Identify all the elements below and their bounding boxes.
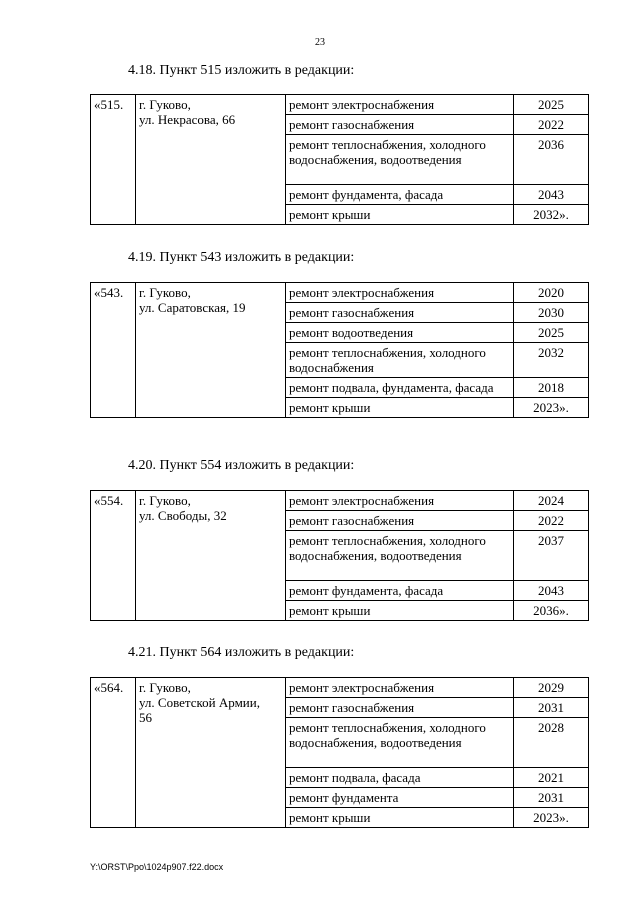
work-year: 2024: [514, 491, 589, 511]
work-type: ремонт фундамента: [286, 788, 514, 808]
work-type: ремонт фундамента, фасада: [286, 581, 514, 601]
work-type: ремонт крыши: [286, 205, 514, 225]
work-type: ремонт теплоснабжения, холодного водоснабжения, водоотведения: [286, 718, 514, 768]
item-address: [136, 95, 286, 225]
item-address: [136, 678, 286, 828]
item-number: «554.: [91, 491, 136, 621]
work-type: ремонт теплоснабжения, холодного водоснабжения, водоотведения: [286, 135, 514, 185]
work-year: 2025: [514, 95, 589, 115]
work-type: ремонт газоснабжения: [286, 511, 514, 531]
page-number: 23: [315, 37, 325, 48]
work-year: 2029: [514, 678, 589, 698]
work-year: 2030: [514, 303, 589, 323]
work-year: 2022: [514, 115, 589, 135]
work-type: ремонт газоснабжения: [286, 698, 514, 718]
work-type: ремонт фундамента, фасада: [286, 185, 514, 205]
item-table: [90, 490, 589, 621]
work-year: 2023».: [514, 398, 589, 418]
file-path-footer: Y:\ORST\Ppo\1024p907.f22.docx: [90, 862, 224, 872]
work-type: ремонт электроснабжения: [286, 491, 514, 511]
table-row: [91, 283, 589, 303]
work-year: 2037: [514, 531, 589, 581]
work-year: 2036».: [514, 601, 589, 621]
item-address: [136, 491, 286, 621]
section-heading: 4.18. Пункт 515 изложить в редакции:: [128, 63, 355, 78]
section-heading: 4.19. Пункт 543 изложить в редакции:: [128, 250, 355, 265]
work-year: 2022: [514, 511, 589, 531]
work-type: ремонт водоотведения: [286, 323, 514, 343]
work-type: ремонт электроснабжения: [286, 95, 514, 115]
work-year: 2023».: [514, 808, 589, 828]
address-text: г. Гуково, ул. Саратовская, 19: [139, 285, 246, 315]
address-text: г. Гуково, ул. Свободы, 32: [139, 493, 227, 523]
work-year: 2032: [514, 343, 589, 378]
work-year: 2032».: [514, 205, 589, 225]
section-heading: 4.20. Пункт 554 изложить в редакции:: [128, 458, 355, 473]
work-type: ремонт теплоснабжения, холодного водоснабжения, водоотведения: [286, 531, 514, 581]
table-row: [91, 491, 589, 511]
work-type: ремонт крыши: [286, 808, 514, 828]
work-type: ремонт газоснабжения: [286, 115, 514, 135]
section-heading: 4.21. Пункт 564 изложить в редакции:: [128, 645, 355, 660]
table-row: [91, 95, 589, 115]
work-year: 2018: [514, 378, 589, 398]
item-number: «515.: [91, 95, 136, 225]
item-number: «543.: [91, 283, 136, 418]
work-type: ремонт электроснабжения: [286, 678, 514, 698]
work-year: 2031: [514, 788, 589, 808]
work-year: 2043: [514, 185, 589, 205]
item-table: [90, 94, 589, 225]
work-type: ремонт крыши: [286, 398, 514, 418]
work-type: ремонт газоснабжения: [286, 303, 514, 323]
work-type: ремонт теплоснабжения, холодного водоснабжения: [286, 343, 514, 378]
work-year: 2021: [514, 768, 589, 788]
item-table: [90, 677, 589, 828]
item-number: «564.: [91, 678, 136, 828]
address-text: г. Гуково, ул. Некрасова, 66: [139, 97, 236, 127]
work-type: ремонт электроснабжения: [286, 283, 514, 303]
work-year: 2020: [514, 283, 589, 303]
address-text: г. Гуково, ул. Советской Армии, 56: [139, 680, 260, 725]
work-type: ремонт подвала, фасада: [286, 768, 514, 788]
work-year: 2036: [514, 135, 589, 185]
work-year: 2043: [514, 581, 589, 601]
work-year: 2031: [514, 698, 589, 718]
work-type: ремонт подвала, фундамента, фасада: [286, 378, 514, 398]
work-year: 2025: [514, 323, 589, 343]
work-type: ремонт крыши: [286, 601, 514, 621]
table-row: [91, 678, 589, 698]
work-year: 2028: [514, 718, 589, 768]
item-address: [136, 283, 286, 418]
item-table: [90, 282, 589, 418]
